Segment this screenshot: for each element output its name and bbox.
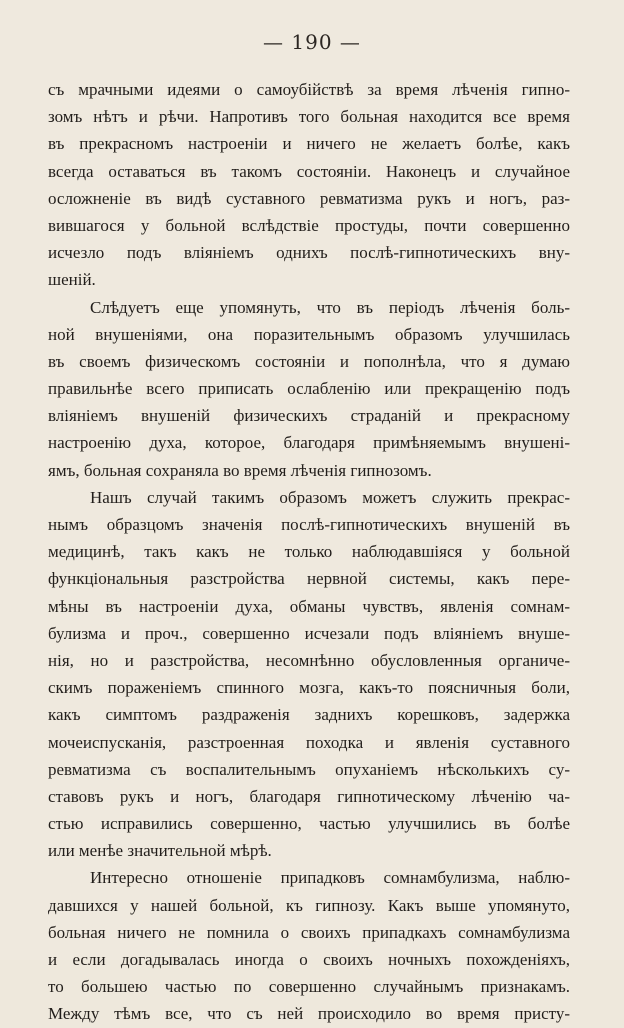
text-line: вившагося у больной вслѣдствіе простуды, почти совершенно [48,215,570,235]
text-line: булизма и проч., совершенно исчезали подъ вліяніемъ внуше- [48,623,570,643]
text-line: то большею частью по совершенно случайнымъ признакамъ. [48,977,570,997]
text-line: всегда оставаться въ такомъ состояніи. Наконецъ и случайное [48,161,570,181]
text-line: Слѣдуетъ еще упомянуть, что въ періодъ лѣченія боль- [90,297,570,317]
paragraph [48,294,570,484]
text-line: Нашъ случай такимъ образомъ можетъ служить прекрас- [90,487,570,507]
text-line: функціональныя разстройства нервной системы, какъ пере- [48,569,570,589]
text-line: ной внушеніями, она поразительнымъ образомъ улучшилась [48,324,570,344]
text-line: шеній. [48,270,96,290]
paragraph [48,484,570,865]
paragraph [48,864,570,1027]
text-line: мочеиспусканія, разстроенная походка и явленія суставного [48,732,570,752]
text-line: медицинѣ, такъ какъ не только наблюдавшіяся у больной [48,542,570,562]
text-line: съ мрачными идеями о самоубійствѣ за время лѣченія гипно- [48,80,570,99]
text-line: исчезло подъ вліяніемъ однихъ послѣ-гипнотическихъ вну- [48,243,570,263]
text-line: и если догадывалась иногда о своихъ ночныхъ похожденіяхъ, [48,950,570,969]
page-number: — 190 — [263,30,361,54]
paragraph [48,76,570,294]
text-line: нія, но и разстройства, несомнѣнно обусловленныя органиче- [48,650,570,670]
text-line: осложненіе въ видѣ суставного ревматизма рукъ и ногъ, раз- [48,188,570,208]
text-line: въ прекрасномъ настроеніи и ничего не желаетъ болѣе, какъ [48,134,570,154]
text-line: Между тѣмъ все, что съ ней происходило во время присту- [48,1004,570,1024]
text-line: ставовъ рукъ и ногъ, благодаря гипнотическому лѣченію ча- [48,786,570,806]
text-line: больная ничего не помнила о своихъ припадкахъ сомнамбулизма [48,922,570,942]
text-line: скимъ пораженіемъ спинного мозга, какъ-то поясничныя боли, [48,678,570,698]
text-line: зомъ нѣтъ и рѣчи. Напротивъ того больная находится все время [48,107,570,127]
text-line: какъ симптомъ раздраженія заднихъ корешковъ, задержка [48,705,570,725]
text-line: нымъ образцомъ значенія послѣ-гипнотическихъ внушеній въ [48,515,570,534]
body-text [48,76,570,1028]
text-line: давшихся у нашей больной, къ гипнозу. Какъ выше упомянуто, [48,895,570,915]
text-line: или менѣе значительной мѣрѣ. [48,841,272,861]
text-line: Интересно отношеніе припадковъ сомнамбулизма, наблю- [90,868,570,888]
text-line: ямъ, больная сохраняла во время лѣченія гипнозомъ. [48,460,432,480]
text-line: ревматизма съ воспалительнымъ опуханіемъ нѣсколькихъ су- [48,759,570,779]
text-line: вліяніемъ внушеній физическихъ страданій и прекрасному [48,406,570,426]
text-line: правильнѣе всего приписать ослабленію или прекращенію подъ [48,379,570,399]
text-line: стью исправились совершенно, частью улучшились въ болѣе [48,814,570,834]
text-line: мѣны въ настроеніи духа, обманы чувствъ, явленія сомнам- [48,596,570,616]
text-line: настроенію духа, которое, благодаря примѣняемымъ внушені- [48,433,570,453]
text-line: въ своемъ физическомъ состояніи и пополнѣла, что я думаю [48,351,570,371]
